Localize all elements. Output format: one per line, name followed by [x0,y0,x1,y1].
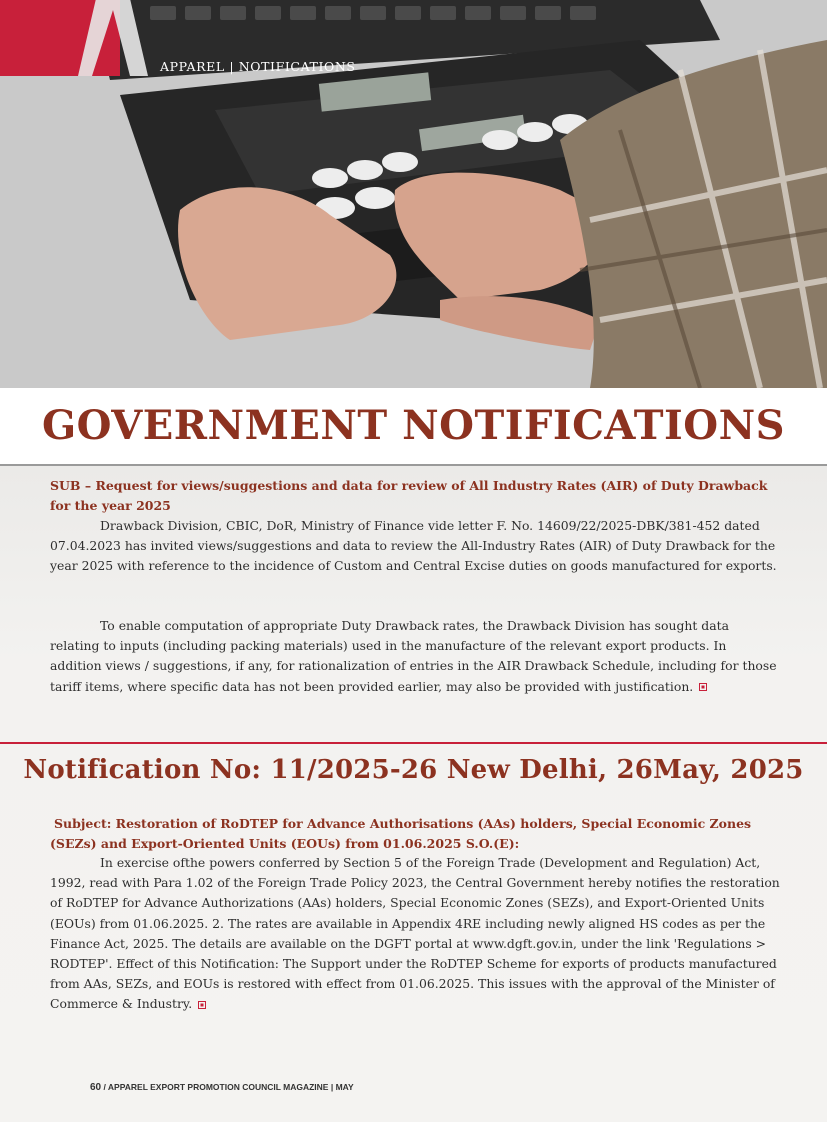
article2-subject: Subject: Restoration of RoDTEP for Advance Authorisations (AAs) holders, Special Economic Zones (SEZs) and Export-Oriented Units (EOUs) from 01.06.2025 S.O.(E): [50,816,752,851]
article1-paragraph-2-text: To enable computation of appropriate Duty Drawback rates, the Drawback Division has sought data relating to inputs (including packing materials) used in the manufacture of the relevant export products. In addition views / suggestions, if any, for rationalization of entries in the AIR Drawback Schedule, including for those tariff items, where specific data has not been provided earlier, may also be provided with justification. [50,618,777,694]
notification-title: Notification No: 11/2025-26 New Delhi, 26May, 2025 [23,755,804,785]
brand-logo-block [0,0,120,76]
end-of-article-icon [198,1001,206,1009]
magazine-name: APPAREL EXPORT PROMOTION COUNCIL MAGAZINE | MAY [107,1082,354,1092]
article1-paragraph-2 [50,616,780,697]
article1-paragraph-1: Drawback Division, CBIC, DoR, Ministry of Finance vide letter F. No. 14609/22/2025-DBK/381-452 dated 07.04.2023 has invited views/suggestions and data to review the All-Industry Rates (AIR) of Duty Drawback for the year 2025 with reference to the incidence of Custom and Central Excise duties on goods manufactured for exports. [50,518,777,574]
brand-a-logo-icon [78,0,148,76]
article2-paragraph-1 [50,853,780,1015]
page-footer [90,1082,354,1093]
hero-photo [0,0,827,388]
section-breadcrumb [160,59,356,74]
breadcrumb-separator: | [229,59,235,74]
footer-slash: / [103,1082,106,1092]
page-title: GOVERNMENT NOTIFICATIONS [41,402,786,449]
end-of-article-icon [699,683,707,691]
section-divider [0,742,827,744]
subsection-label: NOTIFICATIONS [238,59,356,74]
article2-paragraph-1-text: In exercise ofthe powers conferred by Section 5 of the Foreign Trade (Development and Regulation) Act, 1992, read with Para 1.02 of the Foreign Trade Policy 2023, the Central Government hereby notifies the restoration of RoDTEP for Advance Authorizations (AAs) holders, Special Economic Zones (SEZs), and Export-Oriented Units (EOUs) from 01.06.2025. 2. The rates are available in Appendix 4RE including newly aligned HS codes as per the Finance Act, 2025. The details are available on the DGFT portal at www.dgft.gov.in, under the link 'Regulations > RODTEP'. Effect of this Notification: The Support under the RoDTEP Scheme for exports of products manufactured from AAs, SEZs, and EOUs is restored with effect from 01.06.2025. This issues with the approval of the Minister of Commerce & Industry. [50,855,780,1012]
page-number: 60 [90,1082,102,1093]
article1-subject: SUB – Request for views/suggestions and data for review of All Industry Rates (AIR) of Duty Drawback for the year 2025 [50,478,768,513]
section-label: APPAREL [160,59,225,74]
